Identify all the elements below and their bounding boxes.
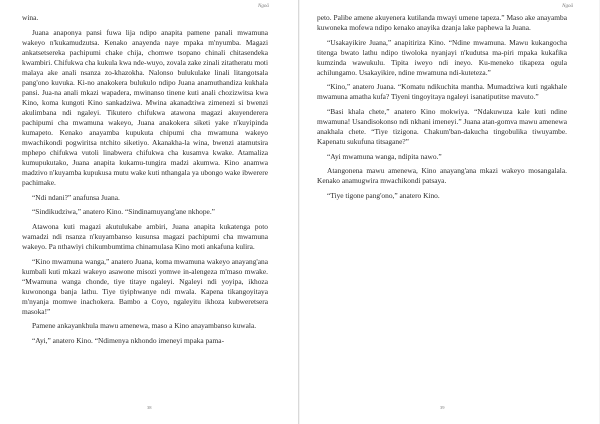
running-header: Ngoā: [562, 4, 573, 9]
paragraph: Atangonena mawu amenewa, Kino anayang'ana mkazi wakeyo mosangalala. Kenako anamugwira mwachikondi patsaya.: [317, 166, 567, 186]
paragraph: “Ndi ndani?” anafunsa Juana.: [32, 192, 120, 202]
right-page: [300, 0, 599, 424]
paragraph: “Tiye tigone pang'ono,” anatero Kino.: [327, 190, 440, 200]
paragraph: Atawona kuti magazi akutulukabe ambiri, Juana anapita kukatenga poto wamadzi ndi nsanza n'kuyambanso kusunsa magazi pachipumi cha mwamuna wakeyo. Pa nthawiyi chikumbumtima chinamulasa Kino moti ankafuna kulira.: [22, 221, 268, 251]
paragraph: peto. Palibe amene akuyenera kutilanda mwayi umene tapeza.” Maso ake anayamba kuwoneka mofewa ndipo kenako anayika dzanja lake paphewa la Juana.: [317, 13, 567, 33]
paragraph: Juana anaponya pansi fuwa lija ndipo anapita pamene panali mwamuna wakeyo n'kukamudzutsa. Kenako anayenda naye mpaka m'nyumba. Magazi ankatsetsereka pachipumi chake chija, chomwe tsopano chinali chitasendeka kwambiri. Chifukwa cha kukula kwa nde-wuyo, zovala zake zinali zitatheratu moti malaya ake anali nsanza zo-khazokha. Nalonso bulukulake linali litangotsala pang'ono kuvuka. Ki-no anakokera bulukulo ndipo Juana anamuthandiza kukhala pansi. Jua-na anali mkazi wapadera, mwinanso tinene kuti anali chozizwitsa kwa Kino, koma kungoti Kino sankadziwa. Mwina akanadziwa zimenezi si bwenzi akulimbana ndi ngaleyi. Tikutero chifukwa atawona magazi akuyenderera pachipumi cha mwamuna wakeyo, Juana anakokera siketi yake n'kuyipinda kumapeto. Kenako anayamba kupukuta chipumi cha mwamuna wakeyo mwachikondi pogwiritsa ntchito siketiyo. Akanakha-la wina, bwenzi atamutsira mphepo chifukwa vutoli linabwera chifukwa cha kusamva kwake. Atamaliza kumupukutako, Juana anapita kukamu-tungira madzi akumwa. Kino anamwa madzivo n'kuyamba kupukusa mutu wake kuti nthangala ya ubongo wake ibwerere pachimake.: [22, 27, 268, 188]
page-number: 39: [440, 405, 445, 410]
paragraph: wina.: [22, 13, 39, 22]
page-number: 38: [147, 405, 152, 410]
paragraph: “Basi khala chete,” anatero Kino mokwiya. “Ndakuwuza kale kuti ndine mwamuna! Usandisokonso ndi nkhani imeneyi.” Juana atan-gomva mawu amenewa anakhala chete. “Tiye tizigona. Chakum'ban-dakucha tingobulika tiwuyambe. Kapenatu sukufuna titsagane?”: [317, 106, 567, 147]
left-page: [0, 0, 299, 424]
page-body: [22, 13, 268, 350]
paragraph: “Ayi,” anatero Kino. “Ndimenya nkhondo imeneyi mpaka pama-: [32, 335, 225, 345]
paragraph: “Kino,” anatero Juana. “Komatu ndikuchita mantha. Mumadziwa kuti ngakhale mwamuna amatha kufa? Tiyeni tingoyitaya ngaleyi isanatiputitse mavuto.”: [317, 82, 567, 102]
running-header: Ngoā: [258, 4, 269, 9]
paragraph: Pamene ankayankhula mawu amenewa, maso a Kino anayambanso kuwala.: [32, 321, 257, 331]
paragraph: “Usakayikire Juana,” anapitiriza Kino. “Ndine mwamuna. Mawu kukangocha titenga bwato lathu ndipo tiwoloka nyanjayi n'kudutsa ma-piri mpaka kukafika kumzinda wawukulu. Tipita iweyo ndi ineyo. Ku-meneko tikapeza ogula achilungamo. Usakayikire, ndine mwamuna ndi-kuteteza.”: [317, 37, 567, 77]
paragraph: “Sindikudziwa,” anatero Kino. “Sindinamuyang'ane nkhope.”: [32, 207, 215, 217]
paragraph: “Kino mwamuna wanga,” anatero Juana, koma mwamuna wakeyo anayang'ana kumbali kuti mkazi wakeyo asawone misozi yomwe in-alengeza m'maso mwake. “Mwamuna wanga chonde, tiye titaye ngaleyi. Ngaleyi ndi yoyipa, ikhoza kuwononga banja lathu. Tiye tiyiphwanye ndi mwala. Kapena tikangoyitaya m'nyanja momwe inachokera. Bambo a Coyo, ngaleyitu ikhoza kubweretsera masoka!”: [22, 256, 268, 316]
page-body: [317, 13, 567, 205]
paragraph: “Ayi mwamuna wanga, ndipita nawo.”: [327, 151, 442, 161]
